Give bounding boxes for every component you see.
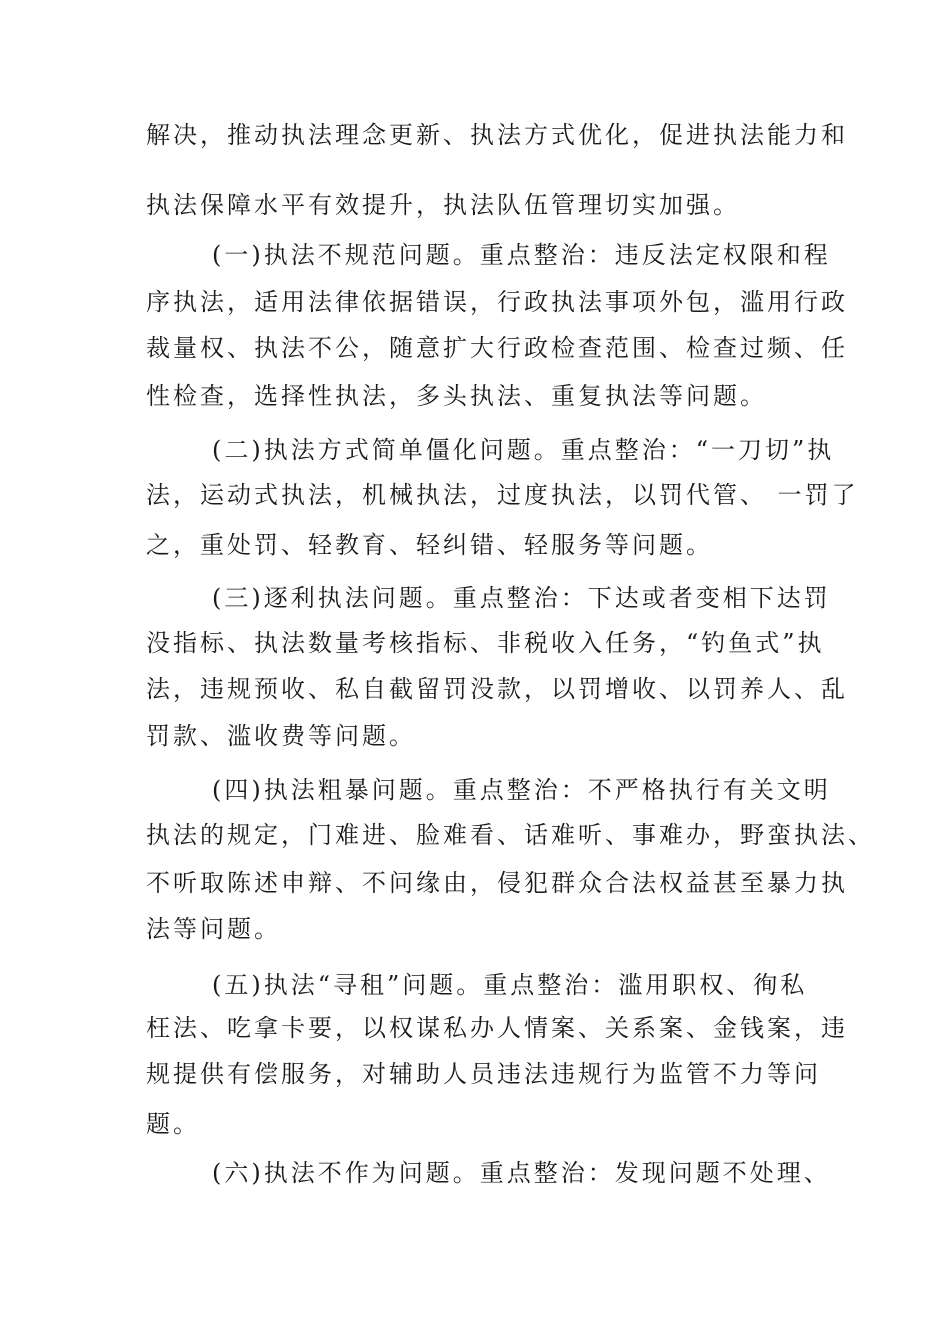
text-line: 之，重处罚、轻教育、轻纠错、轻服务等问题。 xyxy=(146,531,713,559)
text-line: 规提供有偿服务，对辅助人员违法违规行为监管不力等问 xyxy=(146,1060,821,1088)
paragraph-heading-4: (四)执法粗暴问题。重点整治：不严格执行有关文明 xyxy=(212,776,831,804)
paragraph-heading-6: (六)执法不作为问题。重点整治：发现问题不处理、 xyxy=(212,1159,831,1187)
text-line: 解决，推动执法理念更新、执法方式优化，促进执法能力和 xyxy=(146,121,848,149)
text-line: 不听取陈述申辩、不问缘由，侵犯群众合法权益甚至暴力执 xyxy=(146,869,848,897)
text-line: 罚款、滥收费等问题。 xyxy=(146,722,416,750)
paragraph-heading-1: (一)执法不规范问题。重点整治：违反法定权限和程 xyxy=(212,241,831,269)
text-line: 执法的规定，门难进、脸难看、话难听、事难办，野蛮执法、 xyxy=(146,821,875,849)
text-line: 性检查，选择性执法，多头执法、重复执法等问题。 xyxy=(146,382,767,410)
text-line: 裁量权、执法不公，随意扩大行政检查范围、检查过频、任 xyxy=(146,334,848,362)
text-line: 序执法，适用法律依据错误，行政执法事项外包，滥用行政 xyxy=(146,288,848,316)
text-line: 法，违规预收、私自截留罚没款，以罚增收、以罚养人、乱 xyxy=(146,675,848,703)
paragraph-heading-3: (三)逐利执法问题。重点整治：下达或者变相下达罚 xyxy=(212,584,831,612)
paragraph-heading-2: (二)执法方式简单僵化问题。重点整治：“一刀切”执 xyxy=(212,436,835,464)
paragraph-heading-5: (五)执法“寻租”问题。重点整治：滥用职权、徇私 xyxy=(212,971,808,999)
text-line: 法等问题。 xyxy=(146,915,281,943)
text-line: 没指标、执法数量考核指标、非税收入任务，“钓鱼式”执 xyxy=(146,629,825,657)
text-line: 法，运动式执法，机械执法，过度执法，以罚代管、 一罚了 xyxy=(146,481,859,509)
text-line: 执法保障水平有效提升，执法队伍管理切实加强。 xyxy=(146,191,740,219)
text-line: 枉法、吃拿卡要，以权谋私办人情案、关系案、金钱案，违 xyxy=(146,1014,848,1042)
text-line: 题。 xyxy=(146,1110,200,1138)
